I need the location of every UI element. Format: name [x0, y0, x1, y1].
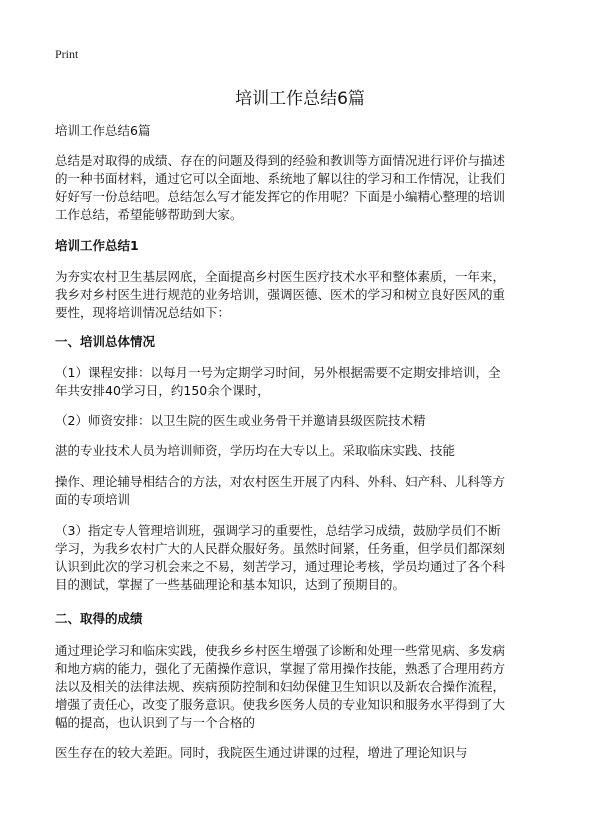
- text-line: 操作、理论辅导相结合的方法，对农村医生开展了内科、外科、妇产科、儿科等方: [55, 474, 506, 489]
- paragraph: [55, 442, 555, 460]
- paragraph: [55, 152, 555, 224]
- text-line: （3）指定专人管理培训班，强调学习的重要性，总结学习成绩，鼓励学员们不断: [55, 523, 501, 538]
- text-line: 一、培训总体情况: [55, 334, 156, 349]
- text-line: 我乡对乡村医生进行规范的业务培训，强调医德、医术的学习和树立良好医风的重: [55, 287, 506, 302]
- text-line: 年共安排40学习日，约150余个课时，: [55, 383, 270, 398]
- page-title: 培训工作总结6篇: [235, 89, 365, 109]
- text-line: 二、取得的成绩: [55, 611, 143, 626]
- text-line: 湛的专业技术人员为培训师资，学历均在大专以上。采取临床实践、技能: [55, 443, 456, 458]
- paragraph: [55, 364, 555, 400]
- section-heading: [55, 610, 555, 628]
- paragraph: [55, 412, 555, 430]
- text-line: 工作总结，希望能够帮助到大家。: [55, 207, 243, 222]
- text-line: 培训工作总结1: [55, 238, 139, 253]
- text-line: 幅的提高，也认识到了与一个合格的: [55, 715, 256, 730]
- text-line: 的一种书面材料，通过它可以全面地、系统地了解以往的学习和工作情况，让我们: [55, 171, 506, 186]
- text-line: 为夯实农村卫生基层网底，全面提高乡村医生医疗技术水平和整体素质，一年来，: [55, 269, 506, 284]
- text-line: 法以及相关的法律法规、疾病预防控制和妇幼保健卫生知识以及新农合操作流程，: [55, 679, 506, 694]
- text-line: （1）课程安排：以每月一号为定期学习时间，另外根据需要不定期安排培训，全: [55, 365, 501, 380]
- paragraph: [55, 122, 555, 140]
- text-line: 面的专项培训: [55, 492, 131, 507]
- paragraph: [55, 642, 555, 732]
- paragraph: [55, 268, 555, 322]
- text-line: （2）师资安排：以卫生院的医生或业务骨干并邀请县级医院技术精: [55, 413, 426, 428]
- text-line: 认识到此次的学习机会来之不易，刻苦学习，通过理论考核，学员均通过了各个科: [55, 559, 506, 574]
- text-line: 总结是对取得的成绩、存在的问题及得到的经验和教训等方面情况进行评价与描述: [55, 153, 506, 168]
- text-line: 医生存在的较大差距。同时，我院医生通过讲课的过程，增进了理论知识与: [55, 745, 468, 760]
- paragraph: [55, 522, 555, 594]
- section-heading: [55, 237, 555, 255]
- section-heading: [55, 333, 555, 351]
- text-line: 增强了责任心，改变了服务意识。使我乡医务人员的专业知识和服务水平得到了大: [55, 697, 506, 712]
- paragraph: [55, 744, 555, 762]
- text-line: 目的测试，掌握了一些基础理论和基本知识，达到了预期目的。: [55, 577, 406, 592]
- text-line: 通过理论学习和临床实践，使我乡乡村医生增强了诊断和处理一些常见病、多发病: [55, 643, 506, 658]
- paragraph: [55, 473, 555, 509]
- text-line: 要性，现将培训情况总结如下：: [55, 305, 231, 320]
- text-line: 学习，为我乡农村广大的人民群众服好务。虽然时间紧，任务重，但学员们都深刻: [55, 541, 506, 556]
- text-line: 和地方病的能力，强化了无菌操作意识，掌握了常用操作技能，熟悉了合理用药方: [55, 661, 506, 676]
- text-line: 好好写一份总结吧。总结怎么写才能发挥它的作用呢？下面是小编精心整理的培训: [55, 189, 506, 204]
- text-line: 培训工作总结6篇: [55, 123, 151, 138]
- print-link[interactable]: Print: [55, 47, 79, 61]
